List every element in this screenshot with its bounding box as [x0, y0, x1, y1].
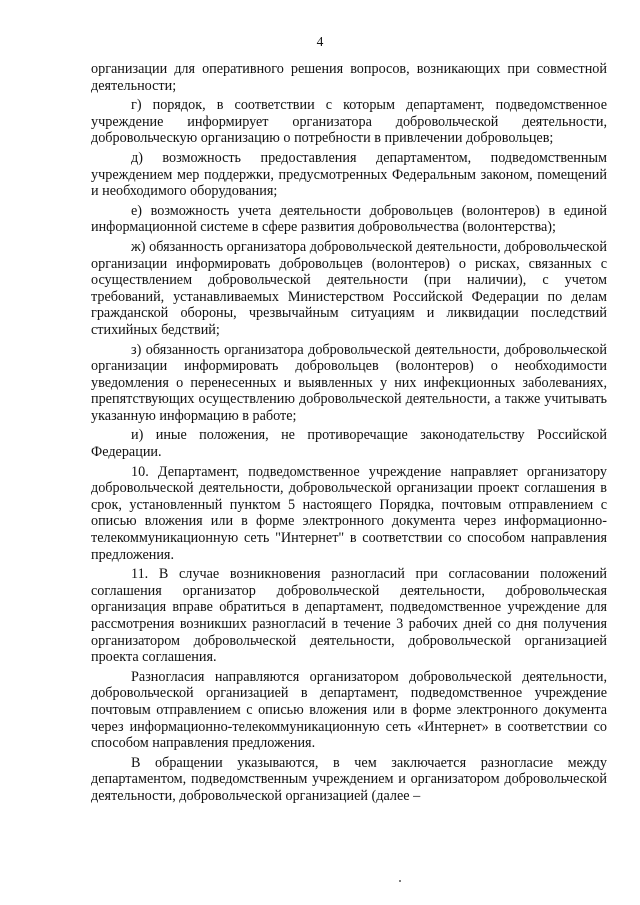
paragraph-item-i: и) иные положения, не противоречащие законодательству Российской Федерации.: [91, 427, 607, 461]
paragraph-clause-10: 10. Департамент, подведомственное учреждение направляет организатору добровольческой деятельности, добровольческой организации проект соглашения в срок, установленный пунктом 5 настоящего Порядка, почтовым отправлением с описью вложения или в форме электронного документа через информационно-телекоммуникационную сеть "Интернет" в соответствии со способом направления предложения.: [91, 463, 607, 563]
paragraph-clause-11: 11. В случае возникновения разногласий при согласовании положений соглашения организатор добровольческой деятельности, добровольческая организация вправе обратиться в департамент, подведомственное учреждение для рассмотрения возникших разногласий в течение 3 рабочих дней со дня получения организатором добровольческой деятельности, добровольческой организацией проекта соглашения.: [91, 566, 607, 666]
paragraph-item-d: д) возможность предоставления департаментом, подведомственным учреждением мер поддержки, предусмотренных Федеральным законом, помещений и необходимого оборудования;: [91, 149, 607, 200]
paragraph-item-z: з) обязанность организатора добровольческой деятельности, добровольческой организации информировать добровольцев (волонтеров) о необходимости уведомления о перенесенных и выявленных у них инфекционных заболеваниях, препятствующих осуществлению добровольческой деятельности, а также учитывать указанную информацию в работе;: [91, 341, 607, 424]
page-number: 4: [316, 34, 324, 49]
paragraph-continuation: организации для оперативного решения вопросов, возникающих при совместной деятельности;: [91, 61, 607, 94]
paragraph-item-e: е) возможность учета деятельности добровольцев (волонтеров) в единой информационной системе в сфере развития добровольчества (волонтерства);: [91, 202, 607, 236]
paragraph-item-g: г) порядок, в соответствии с которым департамент, подведомственное учреждение информирует организатора добровольческой деятельности, добровольческую организацию о потребности в привлечении добровольцев;: [91, 97, 607, 147]
document-body: [91, 61, 607, 808]
paragraph-appeal: В обращении указываются, в чем заключается разногласие между департаментом, подведомственным учреждением и организатором добровольческой деятельности, добровольческой организацией (далее –: [91, 754, 607, 804]
paragraph-item-zh: ж) обязанность организатора добровольческой деятельности, добровольческой организации информировать добровольцев (волонтеров) о рисках, связанных с осуществлением добровольческой деятельности (при наличии), с учетом требований, устанавливаемых Министерством Российской Федерации по делам гражданской обороны, чрезвычайным ситуациям и ликвидации последствий стихийных бедствий;: [91, 238, 607, 338]
paragraph-disagreements: Разногласия направляются организатором добровольческой деятельности, добровольческой организацией в департамент, подведомственное учреждение почтовым отправлением с описью вложения или в форме электронного документа через информационно-телекоммуникационную сеть «Интернет» в соответствии со способом направления предложения.: [91, 668, 607, 752]
scan-dot: [399, 880, 401, 882]
